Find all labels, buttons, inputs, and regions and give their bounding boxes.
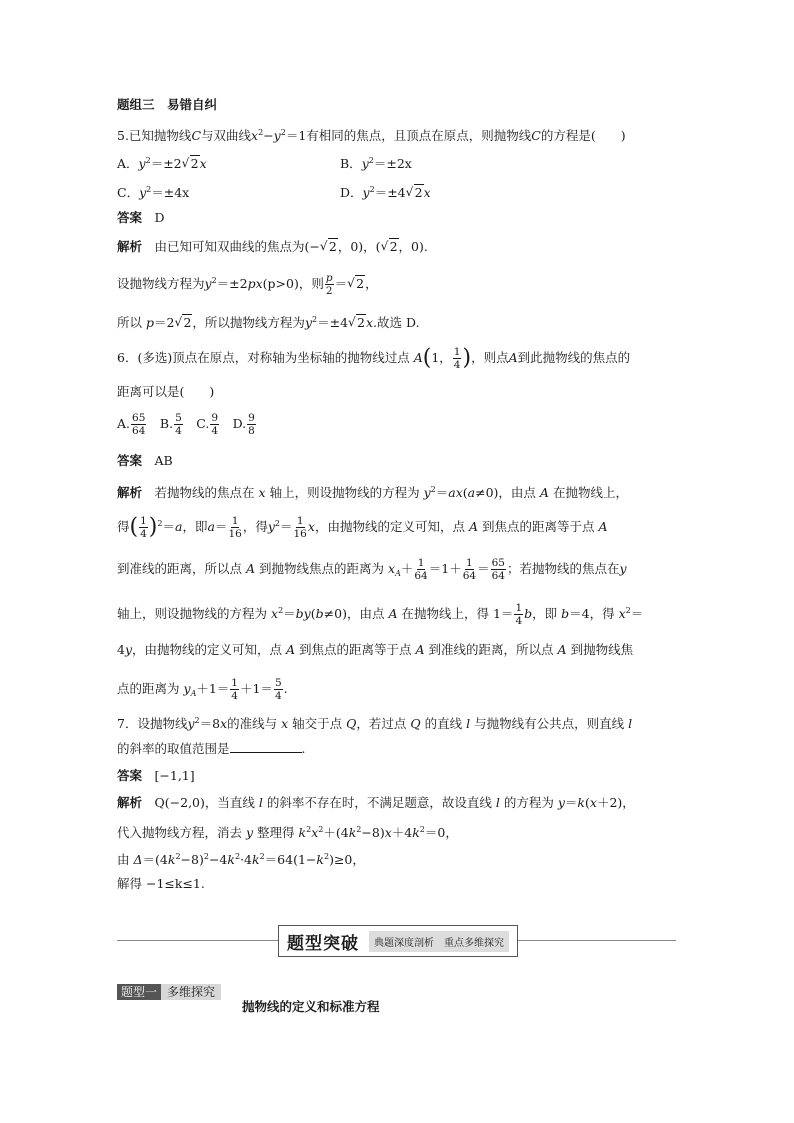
q6-analysis-2: 得( $\frac{1}{4}$ )$^2$＝a，即a＝ $\frac{1}{16}$ ，得$y^2=$ $\frac{1}{16}$ x，由抛物线的定义可知，点 A 到焦点的距离等于点 A [117, 514, 608, 540]
divider-left [117, 940, 278, 941]
q5-stem: 5.已知抛物线C与双曲线$x^2-y^2=1$有相同的焦点，且顶点在原点，则抛物线C的方程是( ) [117, 128, 626, 143]
type-tag-sub: 多维探究 [161, 984, 221, 1000]
q7-answer: 答案 [−1,1] [117, 768, 195, 783]
q6-options: A. $\frac{65}{64}$ B. $\frac{5}{4}$ C. $\frac{9}{4}$ D. $\frac{9}{8}$ [117, 412, 255, 437]
answer-blank [230, 740, 302, 753]
q5-answer: 答案 D [117, 210, 165, 225]
group-title: 题组三 易错自纠 [117, 97, 218, 112]
type-tag [117, 984, 221, 1000]
banner-title: 题型突破 [287, 933, 359, 954]
section-banner [278, 925, 518, 957]
q7-analysis-4: 解得 −1≤k≤1. [117, 876, 205, 891]
q7-stem-2: 的斜率的取值范围是 . [117, 741, 306, 756]
q6-stem-2: 距离可以是( ) [117, 384, 215, 399]
q5-option-d: D．$y^2=\pm 4√$ 2x [340, 181, 431, 202]
banner-subtitle: 典题深度剖析 重点多维探究 [369, 931, 509, 952]
q7-stem: 7．设抛物线$y^2=8x$的准线与 x 轴交于点 Q，若过点 Q 的直线 l 与抛物线有公共点，则直线 l [117, 716, 633, 731]
q7-analysis-1: 解析 Q(−2,0)，当直线 l 的斜率不存在时，不满足题意，故设直线 l 的方程为 y＝k(x＋2)， [117, 795, 635, 810]
q6-analysis-4: 轴上，则设抛物线的方程为 $x^2=by(b\ne 0)$，由点 A 在抛物线上，得 1＝ $\frac{1}{4}$ b，即 b＝4，得 $x^2=$ [117, 602, 644, 627]
type-tag-label: 题型一 [117, 984, 161, 1000]
q6-answer: 答案 AB [117, 453, 173, 468]
q6-analysis-3: 到准线的距离，所以点 A 到抛物线焦点的距离为 $x_A+$ $\frac{1}{64}$ ＝1＋ $\frac{1}{64}$ ＝ $\frac{65}{64}$ ；若抛物线的焦点在y [117, 557, 627, 582]
divider-right [516, 940, 676, 941]
q6-analysis-6: 点的距离为 $y_A+1=$ $\frac{1}{4}$ ＋1＝ $\frac{5}{4}$ . [117, 677, 288, 702]
q5-option-a: A．$y^2=\pm 2√$ 2x [117, 152, 207, 173]
q5-option-b: B．$y^2=\pm 2x$ [340, 156, 412, 171]
q5-analysis-3: 所以 p＝2√ 2，所以抛物线方程为$y^2=\pm 4√$ 2x.故选 D. [117, 311, 420, 332]
section-title: 抛物线的定义和标准方程 [242, 999, 380, 1014]
q5-analysis-1: 解析 由已知可知双曲线的焦点为(−√ 2，0)，(√ 2，0). [117, 238, 428, 256]
q7-analysis-3: 由 $\Delta=(4k^2-8)^2-4k^2\cdot 4k^2=64(1-k^2)\ge 0$， [117, 852, 365, 867]
q6-analysis-5: 4y，由抛物线的定义可知，点 A 到焦点的距离等于点 A 到准线的距离，所以点 A 到抛物线焦 [117, 642, 634, 657]
q5-analysis-2: 设抛物线方程为$y^2=\pm 2px(p>0)$，则 $\frac{p}{2}$ ＝√ 2， [117, 272, 378, 297]
q5-option-c: C．$y^2=\pm 4x$ [117, 185, 190, 200]
q6-stem: 6．(多选)顶点在原点，对称轴为坐标轴的抛物线过点 A(1， $\frac{1}{4}$ )，则点A到此抛物线的焦点的 [117, 345, 631, 371]
q7-analysis-2: 代入抛物线方程，消去 y 整理得 $k^2x^2+(4k^2-8)x+4k^2=0$， [117, 825, 458, 840]
q6-analysis-1: 解析 若抛物线的焦点在 x 轴上，则设抛物线的方程为 $y^2=ax(a\ne 0)$，由点 A 在抛物线上， [117, 485, 628, 500]
